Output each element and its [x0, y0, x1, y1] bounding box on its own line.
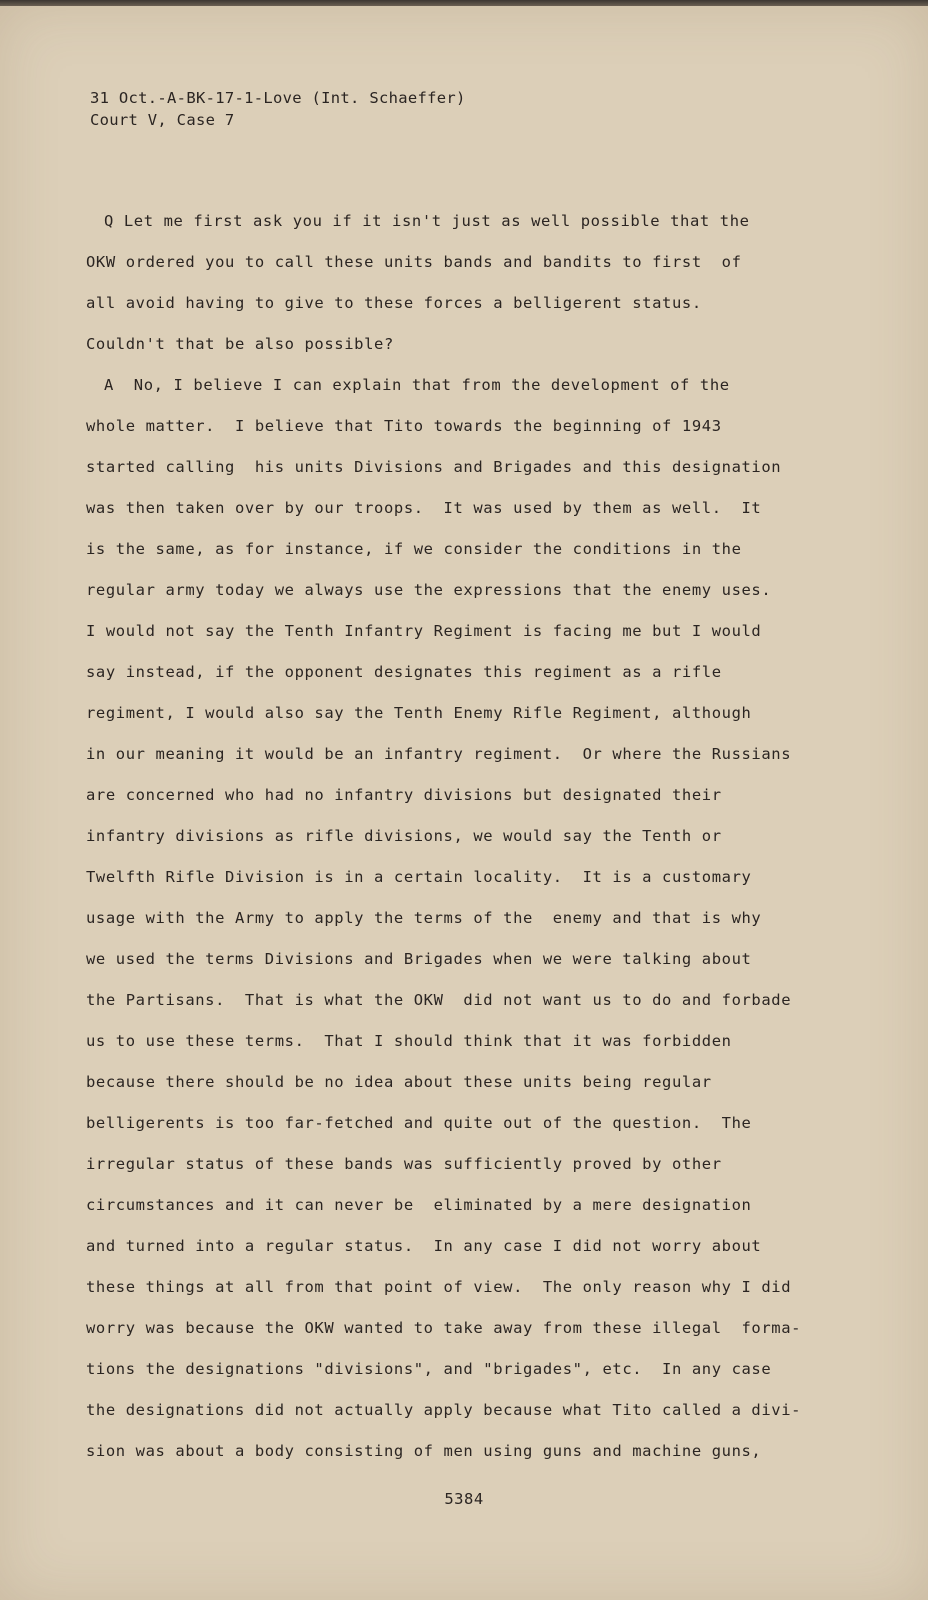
- text-line: tions the designations "divisions", and "brigades", etc. In any case: [86, 1360, 772, 1378]
- text-line: A No, I believe I can explain that from the development of the: [104, 376, 730, 394]
- text-line: these things at all from that point of view. The only reason why I did: [86, 1278, 792, 1296]
- text-line: are concerned who had no infantry divisions but designated their: [86, 786, 722, 804]
- text-line: belligerents is too far-fetched and quite out of the question. The: [86, 1114, 752, 1132]
- text-line: Couldn't that be also possible?: [86, 335, 394, 353]
- text-line: is the same, as for instance, if we consider the conditions in the: [86, 540, 742, 558]
- header-court-line: Court V, Case 7: [90, 111, 235, 129]
- document-page: [0, 6, 928, 1600]
- text-line: Twelfth Rifle Division is in a certain locality. It is a customary: [86, 868, 752, 886]
- header-reference-line: 31 Oct.-A-BK-17-1-Love (Int. Schaeffer): [90, 89, 466, 107]
- text-line: I would not say the Tenth Infantry Regiment is facing me but I would: [86, 622, 762, 640]
- text-line: and turned into a regular status. In any case I did not worry about: [86, 1237, 762, 1255]
- text-line: us to use these terms. That I should think that it was forbidden: [86, 1032, 732, 1050]
- text-line: Q Let me first ask you if it isn't just as well possible that the: [104, 212, 750, 230]
- text-line: because there should be no idea about these units being regular: [86, 1073, 712, 1091]
- text-line: whole matter. I believe that Tito towards the beginning of 1943: [86, 417, 722, 435]
- text-line: started calling his units Divisions and Brigades and this designation: [86, 458, 782, 476]
- text-line: OKW ordered you to call these units bands and bandits to first of: [86, 253, 742, 271]
- text-line: the designations did not actually apply because what Tito called a divi-: [86, 1401, 802, 1419]
- text-line: was then taken over by our troops. It was used by them as well. It: [86, 499, 762, 517]
- page-number: 5384: [444, 1490, 484, 1508]
- text-line: sion was about a body consisting of men using guns and machine guns,: [86, 1442, 762, 1460]
- text-line: we used the terms Divisions and Brigades when we were talking about: [86, 950, 752, 968]
- text-line: say instead, if the opponent designates this regiment as a rifle: [86, 663, 722, 681]
- text-line: regiment, I would also say the Tenth Enemy Rifle Regiment, although: [86, 704, 752, 722]
- text-line: regular army today we always use the expressions that the enemy uses.: [86, 581, 772, 599]
- text-line: worry was because the OKW wanted to take away from these illegal forma-: [86, 1319, 802, 1337]
- text-line: all avoid having to give to these forces a belligerent status.: [86, 294, 702, 312]
- text-line: usage with the Army to apply the terms of the enemy and that is why: [86, 909, 762, 927]
- document-header: [90, 87, 466, 131]
- text-line: infantry divisions as rifle divisions, we would say the Tenth or: [86, 827, 722, 845]
- text-line: in our meaning it would be an infantry regiment. Or where the Russians: [86, 745, 792, 763]
- text-line: irregular status of these bands was sufficiently proved by other: [86, 1155, 722, 1173]
- text-line: the Partisans. That is what the OKW did not want us to do and forbade: [86, 991, 792, 1009]
- text-line: circumstances and it can never be eliminated by a mere designation: [86, 1196, 752, 1214]
